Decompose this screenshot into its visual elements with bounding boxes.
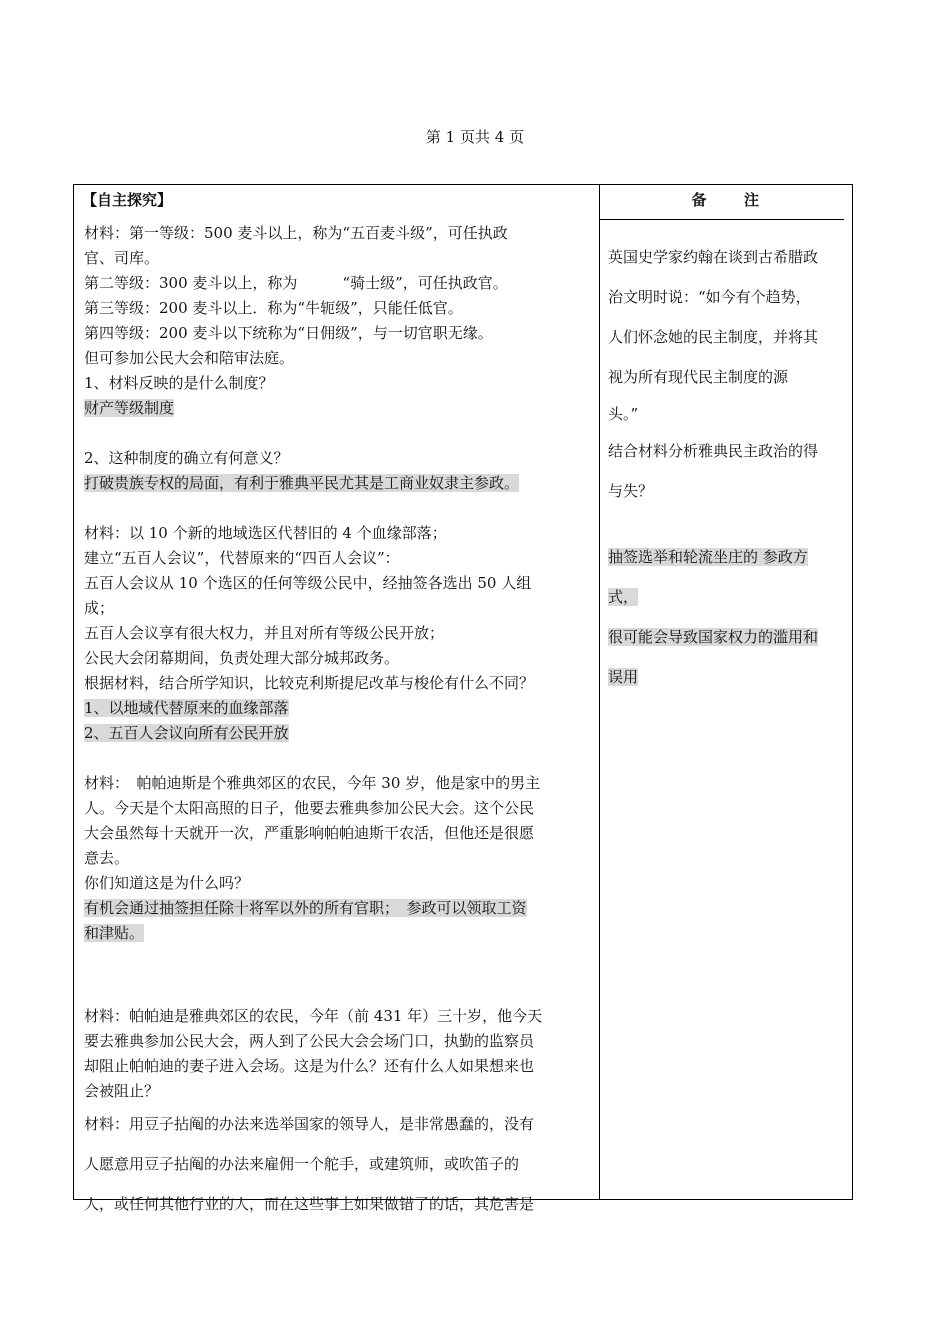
note-answer-highlight: 式， [608,588,639,606]
material-line: 却阻止帕帕迪的妻子进入会场。这是为什么？还有什么人如果想来也 [84,1057,535,1075]
material-line: 建立“五百人会议”，代替原来的“四百人会议”： [84,549,400,567]
note-answer-highlight: 抽签选举和轮流坐庄的 参政方 [608,548,808,566]
main-column [74,185,600,1213]
material-line: 第四等级：200 麦斗以下统称为“日佣级”，与一切官职无缘。 [84,324,493,342]
answer-highlight: 财产等级制度 [84,399,175,417]
material-line: 第二等级：300 麦斗以上，称为 “骑士级”，可任执政官。 [84,274,508,292]
material-line: 公民大会闭幕期间，负责处理大部分城邦政务。 [84,649,400,667]
section-title: 【自主探究】 [82,191,173,209]
study-table [73,184,853,1213]
material-line: 要去雅典参加公民大会，两人到了公民大会会场门口，执勤的监察员 [84,1032,535,1050]
question-line: 根据材料，结合所学知识，比较克利斯提尼改革与梭伦有什么不同？ [84,674,535,692]
material-line: 官、司库。 [84,249,160,267]
notes-content [608,237,846,697]
material-line: 材料：帕帕迪是雅典郊区的农民，今年（前 431 年）三十岁，他今天 [84,1007,543,1025]
answer-highlight: 有机会通过抽签担任除十将军以外的所有官职； 参政可以领取工资 [84,899,527,917]
note-line: 视为所有现代民主制度的源 [608,368,789,386]
answer-highlight: 和津贴。 [84,924,145,942]
material-line: 意去。 [84,849,130,867]
notes-divider [600,219,844,220]
material-line: 第三等级：200 麦斗以上．称为“牛轭级”，只能任低官。 [84,299,463,317]
material-line: 但可参加公民大会和陪审法庭。 [84,349,295,367]
question-line: 你们知道这是为什么吗？ [84,874,250,892]
question-line: 2、这种制度的确立有何意义？ [84,449,289,467]
note-line: 英国史学家约翰在谈到古希腊政 [608,248,819,266]
material-line: 五百人会议从 10 个选区的任何等级公民中，经抽签各选出 50 人组 [84,574,532,592]
main-content [84,221,592,1224]
answer-highlight: 2、五百人会议向所有公民开放 [84,724,289,742]
material-line: 材料：用豆子拈阄的办法来选举国家的领导人，是非常愚蠢的，没有 [84,1115,535,1133]
page-header: 第 1 页共 4 页 [425,128,525,146]
material-line: 材料： 帕帕迪斯是个雅典郊区的农民，今年 30 岁，他是家中的男主 [84,774,541,792]
material-line: 材料：第一等级：500 麦斗以上，称为“五百麦斗级”，可任执政 [84,224,508,242]
material-line: 成； [84,599,115,617]
material-line: 五百人会议享有很大权力，并且对所有等级公民开放； [84,624,445,642]
answer-highlight: 1、以地域代替原来的血缘部落 [84,699,289,717]
material-line: 人愿意用豆子拈阄的办法来雇佣一个舵手，或建筑师，或吹笛子的 [84,1155,520,1173]
question-line: 1、材料反映的是什么制度？ [84,374,274,392]
material-line: 大会虽然每十天就开一次，严重影响帕帕迪斯干农活，但他还是很愿 [84,824,535,842]
notes-title: 备 注 [691,191,761,209]
note-line: 结合材料分析雅典民主政治的得 [608,442,819,460]
note-line: 头。” [608,405,639,423]
note-line: 与失？ [608,482,654,500]
material-line: 人。今天是个太阳高照的日子，他要去雅典参加公民大会。这个公民 [84,799,535,817]
note-answer-highlight: 误用 [608,668,639,686]
answer-highlight: 打破贵族专权的局面，有利于雅典平民尤其是工商业奴隶主参政。 [84,474,520,492]
note-line: 治文明时说：“如今有个趋势， [608,288,811,306]
material-line: 会被阻止？ [84,1082,160,1100]
material-line: 材料：以 10 个新的地域选区代替旧的 4 个血缘部落； [84,524,447,542]
note-answer-highlight: 很可能会导致国家权力的滥用和 [608,628,819,646]
note-line: 人们怀念她的民主制度，并将其 [608,328,819,346]
material-line: 人，或任何其他行业的人，而在这些事上如果做错了的话，其危害是 [84,1195,535,1213]
notes-column [600,185,852,1199]
